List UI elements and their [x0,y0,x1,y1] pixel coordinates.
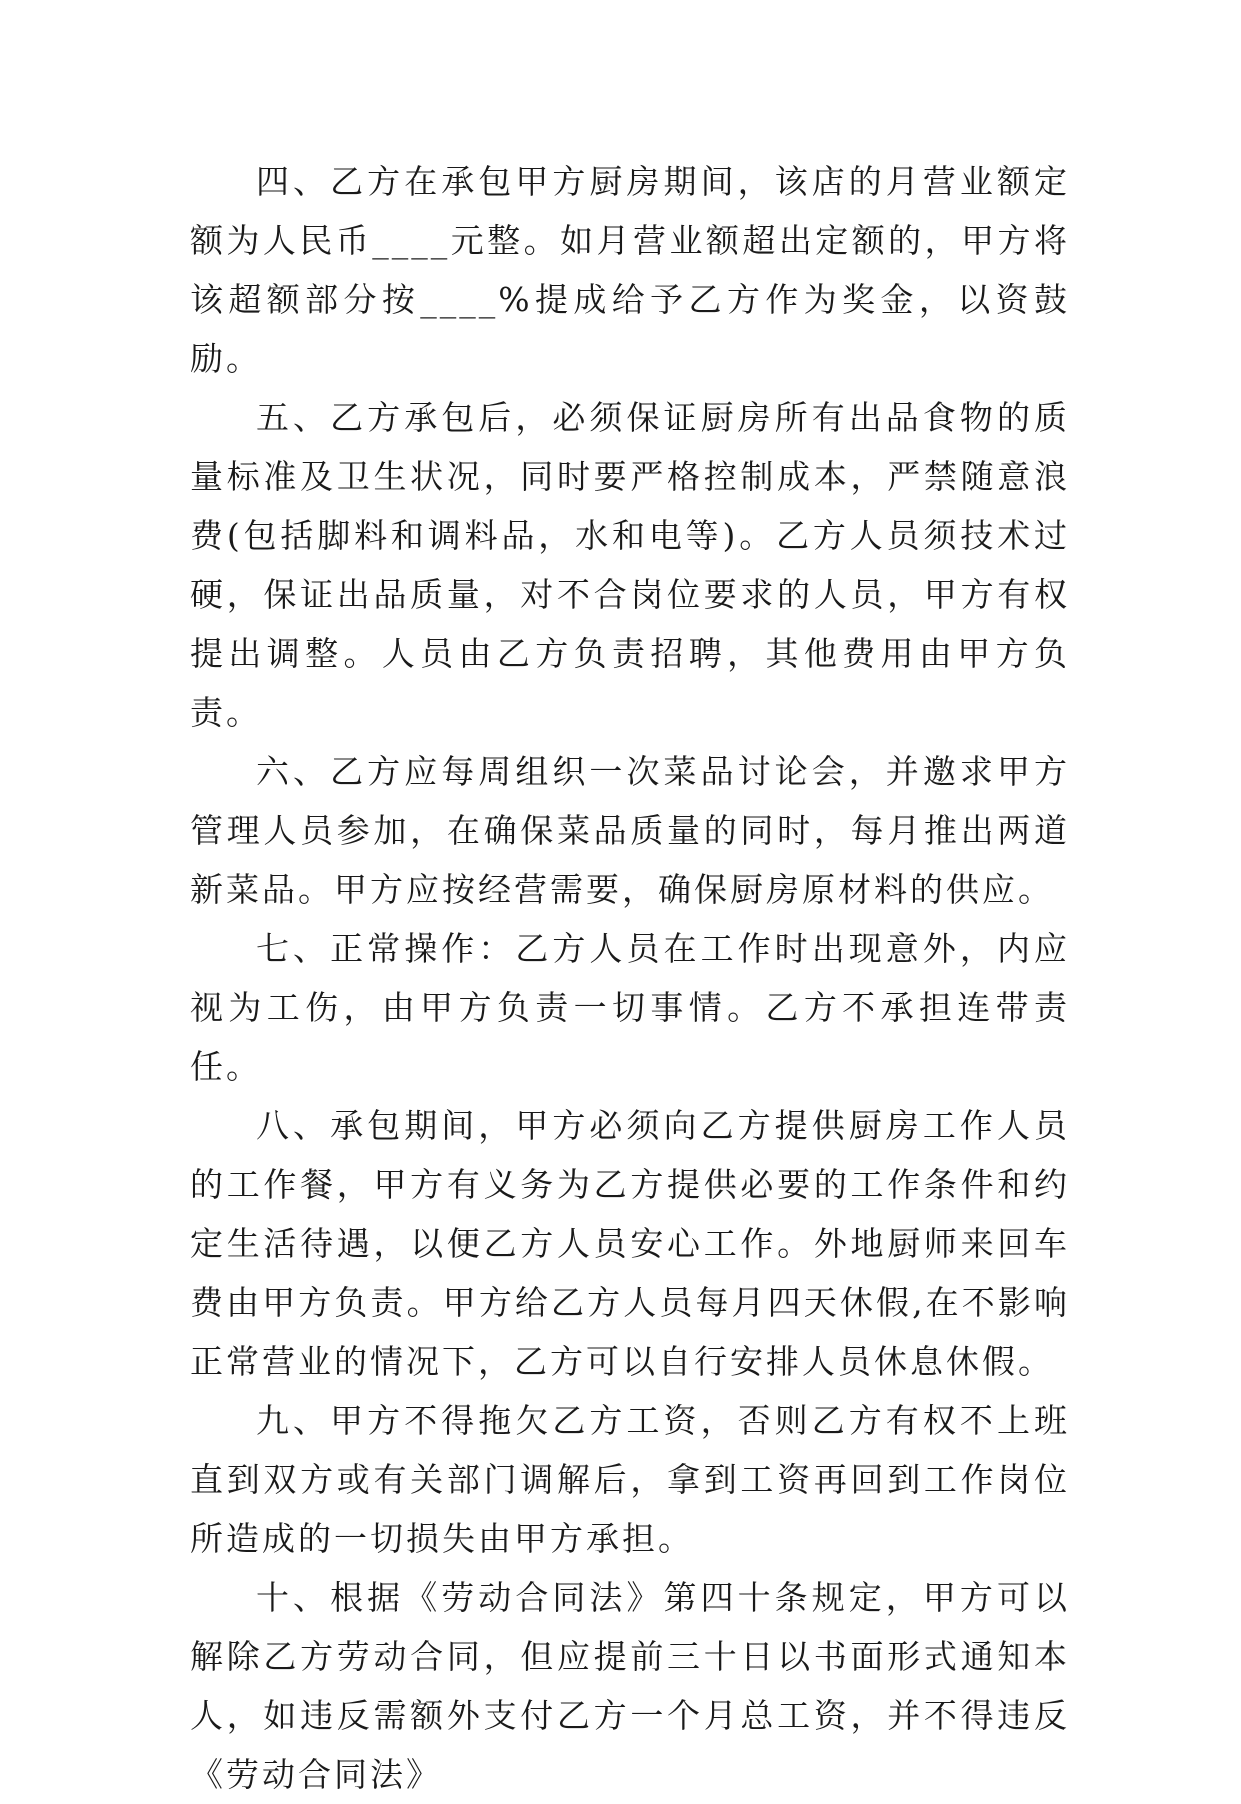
clause-4: 四、乙方在承包甲方厨房期间，该店的月营业额定额为人民币____元整。如月营业额超出定额的，甲方将该超额部分按____%提成给予乙方作为奖金，以资鼓励。 [190,162,1070,378]
clause-5: 五、乙方承包后，必须保证厨房所有出品食物的质量标准及卫生状况，同时要严格控制成本，严禁随意浪费(包括脚料和调料品，水和电等)。乙方人员须技术过硬，保证出品质量，对不合岗位要求的人员，甲方有权提出调整。人员由乙方负责招聘，其他费用由甲方负责。 [190,398,1070,732]
clause-9: 九、甲方不得拖欠乙方工资，否则乙方有权不上班直到双方或有关部门调解后，拿到工资再回到工作岗位所造成的一切损失由甲方承担。 [190,1401,1070,1558]
document-body [190,152,1070,1804]
clause-6: 六、乙方应每周组织一次菜品讨论会，并邀求甲方管理人员参加，在确保菜品质量的同时，每月推出两道新菜品。甲方应按经营需要，确保厨房原材料的供应。 [190,752,1070,909]
clause-7: 七、正常操作：乙方人员在工作时出现意外，内应视为工伤，由甲方负责一切事情。乙方不承担连带责任。 [190,929,1070,1086]
clause-8: 八、承包期间，甲方必须向乙方提供厨房工作人员的工作餐，甲方有义务为乙方提供必要的工作条件和约定生活待遇，以便乙方人员安心工作。外地厨师来回车费由甲方负责。甲方给乙方人员每月四天休假,在不影响正常营业的情况下，乙方可以自行安排人员休息休假。 [190,1106,1070,1381]
clause-10: 十、根据《劳动合同法》第四十条规定，甲方可以解除乙方劳动合同，但应提前三十日以书面形式通知本人，如违反需额外支付乙方一个月总工资，并不得违反《劳动合同法》 [190,1578,1070,1794]
